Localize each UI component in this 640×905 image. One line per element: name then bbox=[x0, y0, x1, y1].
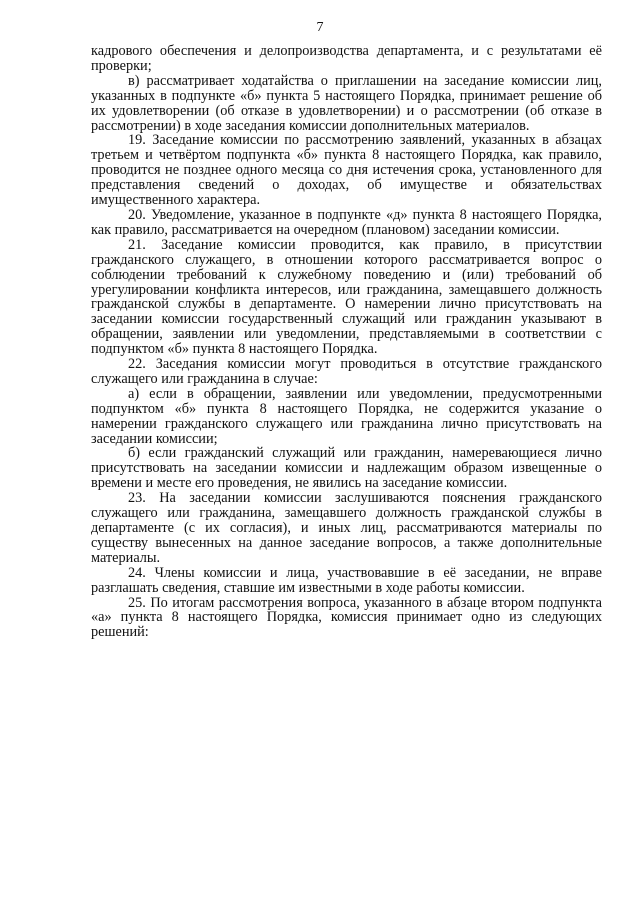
paragraph-21: 21. Заседание комиссии проводится, как правило, в присутствии гражданского служащего, в отношении которого рассматривается вопрос о соблюдении требований к служебному поведению и (или) требований об урегулировании конфликта интересов, или гражданина, замещавшего должность гражданской службы в департаменте. О намерении лично присутствовать на заседании комиссии государственный служащий или гражданин указывают в обращении, заявлении или уведомлении, представляемыми в соответствии с подпунктом «б» пункта 8 настоящего Порядка. bbox=[91, 236, 602, 358]
paragraph-22: 22. Заседания комиссии могут проводиться в отсутствие гражданского служащего или гражданина в случае: bbox=[91, 356, 602, 387]
paragraph-continuation: кадрового обеспечения и делопроизводства департамента, и с результатами её проверки; bbox=[91, 43, 602, 74]
paragraph-22-b: б) если гражданский служащий или гражданин, намеревающиеся лично присутствовать на заседании комиссии и надлежащим образом извещенные о времени и месте его проведения, не явились на заседание комиссии. bbox=[91, 445, 602, 492]
page-number: 7 bbox=[316, 20, 324, 35]
paragraph-24: 24. Члены комиссии и лица, участвовавшие в её заседании, не вправе разглашать сведения, ставшие им известными в ходе работы комиссии. bbox=[91, 564, 602, 596]
paragraph-20: 20. Уведомление, указанное в подпункте «д» пункта 8 настоящего Порядка, как правило, рассматривается на очередном (плановом) заседании комиссии. bbox=[91, 206, 602, 238]
paragraph-23: 23. На заседании комиссии заслушиваются пояснения гражданского служащего или гражданина, замещавшего должность гражданской службы в департаменте (с их согласия), и иных лиц, рассматриваются материалы по существу вынесенных на данное заседание вопросов, а также дополнительные материалы. bbox=[91, 490, 602, 566]
paragraph-19: 19. Заседание комиссии по рассмотрению заявлений, указанных в абзацах третьем и четвёртом подпункта «б» пункта 8 настоящего Порядка, как правило, проводится не позднее одного месяца со дня истечения срока, установленного для представления сведений о доходах, об имуществе и обязательствах имущественного характера. bbox=[91, 132, 602, 209]
paragraph-25: 25. По итогам рассмотрения вопроса, указанного в абзаце втором подпункта «а» пункта 8 настоящего Порядка, комиссия принимает одно из следующих решений: bbox=[91, 594, 602, 641]
paragraph-18-v: в) рассматривает ходатайства о приглашении на заседание комиссии лиц, указанных в подпункте «б» пункта 5 настоящего Порядка, принимает решение об их удовлетворении (об отказе в удовлетворении) и о рассмотрении (об отказе в рассмотрении) в ходе заседания комиссии дополнительных материалов. bbox=[91, 72, 602, 134]
paragraph-22-a: а) если в обращении, заявлении или уведомлении, предусмотренными подпунктом «б» пункта 8 настоящего Порядка, не содержится указание о намерении гражданского служащего или гражданина лично присутствовать на заседании комиссии; bbox=[91, 385, 602, 447]
document-body bbox=[91, 44, 602, 640]
